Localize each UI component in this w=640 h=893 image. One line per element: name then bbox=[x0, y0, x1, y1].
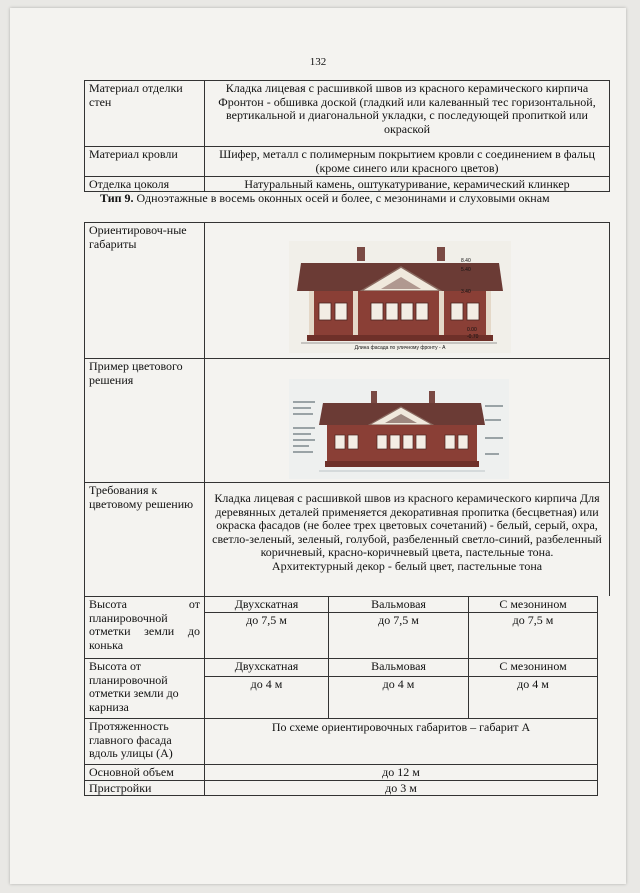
main-volume-label: Основной объем bbox=[84, 764, 204, 780]
color-example-drawing bbox=[289, 379, 509, 479]
wall-material-value: Кладка лицевая с расшивкой швов из красного керамического кирпича Фронтон - обшивка доской (гладкий или калеванный тес горизонтальной, вертикальной и диагональной укладки, с последующей пропиткой или окраской bbox=[204, 80, 610, 146]
type-heading-prefix: Тип 9. bbox=[100, 191, 134, 205]
color-chimney-left bbox=[371, 391, 377, 403]
level-5-40: 5.40 bbox=[461, 267, 471, 273]
wall-material-label: Материал отделки стен bbox=[84, 80, 204, 146]
main-volume-value: до 12 м bbox=[204, 764, 598, 780]
height-ridge-value-mezzanine: до 7,5 м bbox=[468, 612, 598, 658]
facade-length-label: Протяженность главного фасада вдоль улицы (А) bbox=[84, 718, 204, 764]
height-eaves-header-mezzanine: С мезонином bbox=[468, 658, 598, 676]
facade-length-value: По схеме ориентировочных габаритов – габарит А bbox=[204, 718, 598, 764]
window bbox=[386, 303, 398, 320]
color-requirements-label: Требования к цветовому решению bbox=[84, 482, 204, 596]
roof-material-value: Шифер, металл с полимерным покрытием кровли с соединением в фальц (кроме синего или красного цветов) bbox=[204, 146, 610, 176]
color-facade-svg bbox=[289, 379, 509, 479]
height-eaves-value-mezzanine: до 4 м bbox=[468, 676, 598, 718]
height-ridge-value-gable: до 7,5 м bbox=[204, 612, 328, 658]
dimensions-label: Ориентировоч-ные габариты bbox=[84, 222, 204, 358]
height-eaves-label: Высота от планировочной отметки земли до карниза bbox=[84, 658, 204, 718]
level-8-40: 8.40 bbox=[461, 258, 471, 264]
dimensions-cell bbox=[204, 222, 610, 358]
color-requirements-decor: Архитектурный декор - белый цвет, пастельные тона bbox=[271, 558, 543, 573]
height-ridge-label: Высота от планировочной отметки земли до конька bbox=[84, 596, 204, 658]
window bbox=[467, 303, 479, 320]
dimensions-facade-drawing bbox=[289, 241, 511, 353]
roof-material-label: Материал кровли bbox=[84, 146, 204, 176]
color-requirements-text: Кладка лицевая с расшивкой швов из красного керамического кирпича Для деревянных деталей применяется декоративная пропитка (бесцветная) или окраска фасадов (не более трех цветовых сочетаний) - белый, серый, охра, светло-зеленый, зеленый, голубой, разбеленный светло-синий, разбеленный коричневый, красно-коричневый цвета, пастельные тона. bbox=[212, 491, 602, 559]
color-plinth bbox=[325, 461, 479, 467]
type-heading-text: Одноэтажные в восемь оконных осей и более, с мезонинами и слуховыми окнам bbox=[136, 191, 550, 205]
height-eaves-value-gable: до 4 м bbox=[204, 676, 328, 718]
window bbox=[335, 303, 347, 320]
height-eaves-header-hip: Вальмовая bbox=[328, 658, 468, 676]
window bbox=[319, 303, 331, 320]
side-annotations bbox=[293, 401, 315, 453]
type-heading bbox=[100, 192, 610, 205]
level-minus-0-70: -0.70 bbox=[467, 334, 479, 340]
dimensions-caption: Длина фасада по уличному фронту - А bbox=[354, 345, 446, 351]
plinth-label: Отделка цоколя bbox=[84, 176, 204, 192]
chimney-right bbox=[437, 247, 445, 261]
height-eaves-value-hip: до 4 м bbox=[328, 676, 468, 718]
annexes-label: Пристройки bbox=[84, 780, 204, 796]
height-ridge-header-mezzanine: С мезонином bbox=[468, 596, 598, 612]
height-ridge-header-gable: Двухскатная bbox=[204, 596, 328, 612]
chimney-left bbox=[357, 247, 365, 261]
annexes-value: до 3 м bbox=[204, 780, 598, 796]
plinth-value: Натуральный камень, оштукатуривание, керамический клинкер bbox=[204, 176, 610, 192]
height-eaves-header-gable: Двухскатная bbox=[204, 658, 328, 676]
height-ridge-value-hip: до 7,5 м bbox=[328, 612, 468, 658]
window bbox=[371, 303, 383, 320]
right-annotations bbox=[485, 405, 503, 455]
window bbox=[451, 303, 463, 320]
height-ridge-header-hip: Вальмовая bbox=[328, 596, 468, 612]
facade-plinth bbox=[307, 335, 493, 341]
color-example-label: Пример цветового решения bbox=[84, 358, 204, 482]
color-example-cell bbox=[204, 358, 610, 482]
level-3-40: 3.40 bbox=[461, 289, 471, 295]
level-0-00: 0.00 bbox=[467, 327, 477, 333]
page-number: 132 bbox=[309, 56, 327, 68]
window bbox=[416, 303, 428, 320]
color-chimney-right bbox=[429, 391, 435, 403]
document-page bbox=[10, 8, 626, 884]
window bbox=[401, 303, 413, 320]
color-requirements-cell bbox=[204, 482, 610, 596]
